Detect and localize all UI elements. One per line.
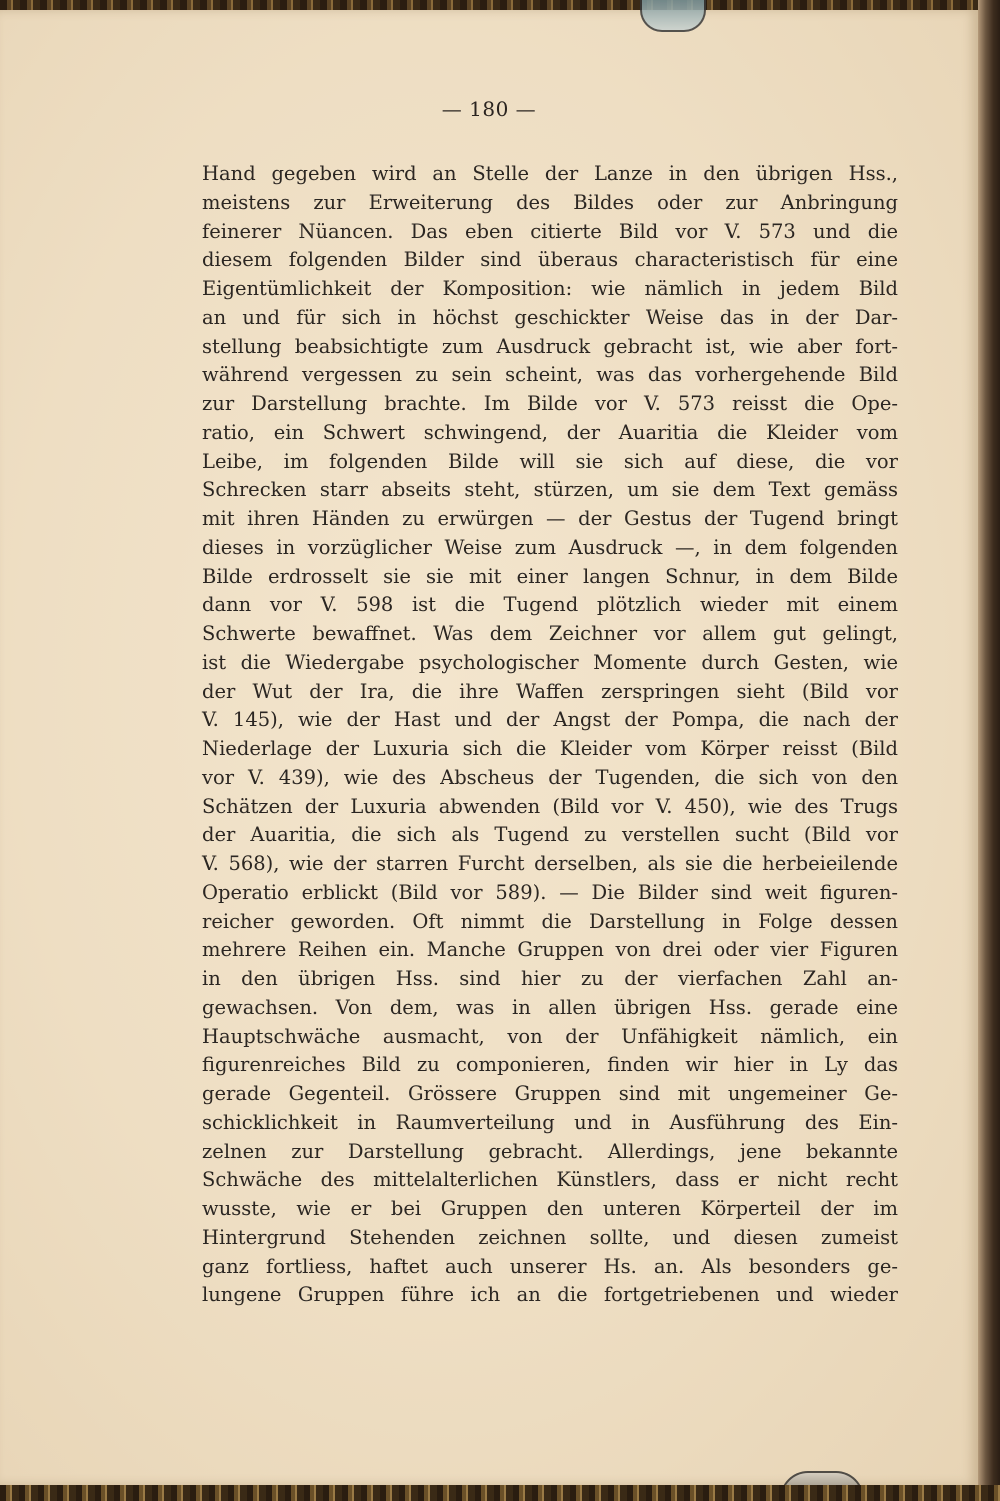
text-line: Schwerte bewaffnet. Was dem Zeichner vor allem gut gelingt, xyxy=(202,622,898,645)
book-top-edge xyxy=(0,0,1000,10)
body-text xyxy=(202,160,898,1310)
text-line: Schwäche des mittelalterlichen Künstlers, dass er nicht recht xyxy=(202,1168,898,1192)
text-line: meistens zur Erweiterung des Bildes oder zur Anbringung xyxy=(202,190,898,214)
text-line: dann vor V. 598 ist die Tugend plötzlich wieder mit einem xyxy=(202,593,898,617)
text-line: der Auaritia, die sich als Tugend zu verstellen sucht (Bild vor xyxy=(202,823,898,847)
text-line: diesem folgenden Bilder sind überaus characteristisch für eine xyxy=(202,248,898,272)
text-line: figurenreiches Bild zu componieren, finden wir hier in Ly das xyxy=(202,1053,898,1077)
clip-top xyxy=(640,0,706,32)
text-line: Hauptschwäche ausmacht, von der Unfähigkeit nämlich, ein xyxy=(202,1024,898,1048)
text-line: Hand gegeben wird an Stelle der Lanze in den übrigen Hss., xyxy=(202,162,898,185)
text-line: lungene Gruppen führe ich an die fortgetriebenen und wieder xyxy=(202,1283,898,1307)
text-line: Leibe, im folgenden Bilde will sie sich auf diese, die vor xyxy=(202,449,898,473)
text-line: mehrere Reihen ein. Manche Gruppen von drei oder vier Figuren xyxy=(202,938,898,962)
text-line: schicklichkeit in Raumverteilung und in Ausführung des Ein- xyxy=(202,1110,898,1134)
text-line: ratio, ein Schwert schwingend, der Auaritia die Kleider vom xyxy=(202,420,898,444)
page-sheet xyxy=(0,10,978,1485)
text-line: Hintergrund Stehenden zeichnen sollte, und diesen zumeist xyxy=(202,1225,898,1249)
page-number: — 180 — xyxy=(441,97,537,121)
text-line: während vergessen zu sein scheint, was das vorhergehende Bild xyxy=(202,363,898,387)
text-line: Niederlage der Luxuria sich die Kleider vom Körper reisst (Bild xyxy=(202,737,898,760)
text-line: dieses in vorzüglicher Weise zum Ausdruck —, in dem folgenden xyxy=(202,535,898,559)
text-line: Operatio erblickt (Bild vor 589). — Die Bilder sind weit figuren- xyxy=(202,880,898,904)
text-line: ganz fortliess, haftet auch unserer Hs. an. Als besonders ge- xyxy=(202,1254,898,1278)
text-line: Eigentümlichkeit der Komposition: wie nämlich in jedem Bild xyxy=(202,277,898,300)
text-line: zelnen zur Darstellung gebracht. Allerdings, jene bekannte xyxy=(202,1139,898,1163)
text-line: gerade Gegenteil. Grössere Gruppen sind mit ungemeiner Ge- xyxy=(202,1082,898,1105)
text-line: an und für sich in höchst geschickter Weise das in der Dar- xyxy=(202,305,898,329)
text-line: mit ihren Händen zu erwürgen — der Gestus der Tugend bringt xyxy=(202,507,898,530)
text-line: V. 145), wie der Hast und der Angst der Pompa, die nach der xyxy=(202,708,898,732)
text-line: Schrecken starr abseits steht, stürzen, um sie dem Text gemäss xyxy=(202,478,898,502)
text-line: gewachsen. Von dem, was in allen übrigen Hss. gerade eine xyxy=(202,995,898,1019)
book-right-edge xyxy=(978,0,1000,1501)
book-bottom-edge xyxy=(0,1485,1000,1501)
text-line: feinerer Nüancen. Das eben citierte Bild vor V. 573 und die xyxy=(202,219,898,243)
text-line: ist die Wiedergabe psychologischer Momente durch Gesten, wie xyxy=(202,650,898,674)
text-line: der Wut der Ira, die ihre Waffen zerspringen sieht (Bild vor xyxy=(202,679,898,703)
text-line: Bilde erdrosselt sie sie mit einer langen Schnur, in dem Bilde xyxy=(202,564,898,588)
text-line: wusste, wie er bei Gruppen den unteren Körperteil der im xyxy=(202,1197,898,1220)
text-line: reicher geworden. Oft nimmt die Darstellung in Folge dessen xyxy=(202,909,898,933)
text-line: V. 568), wie der starren Furcht derselben, als sie die herbeieilende xyxy=(202,852,898,875)
text-line: zur Darstellung brachte. Im Bilde vor V. 573 reisst die Ope- xyxy=(202,392,898,415)
text-line: vor V. 439), wie des Abscheus der Tugenden, die sich von den xyxy=(202,765,898,789)
text-line: Schätzen der Luxuria abwenden (Bild vor V. 450), wie des Trugs xyxy=(202,794,898,818)
text-line: in den übrigen Hss. sind hier zu der vierfachen Zahl an- xyxy=(202,967,898,990)
text-line: stellung beabsichtigte zum Ausdruck gebracht ist, wie aber fort- xyxy=(202,334,898,358)
